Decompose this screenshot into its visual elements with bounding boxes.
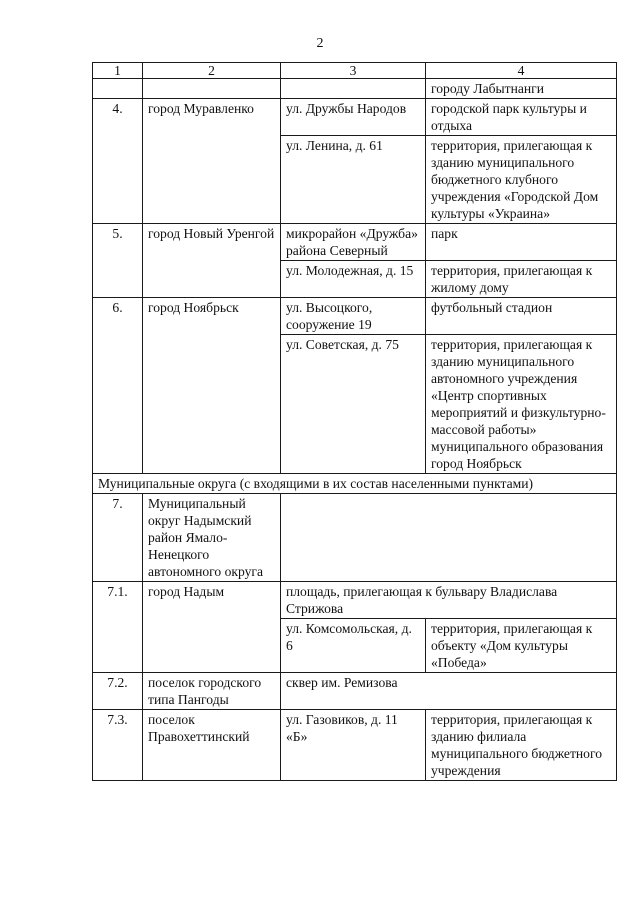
cell-number: 7.3. <box>93 710 143 781</box>
table-row <box>93 494 617 582</box>
cell-number: 5. <box>93 224 143 298</box>
cell-address: площадь, прилегающая к бульвару Владислава Стрижова <box>281 582 617 619</box>
cell-address: ул. Дружбы Народов <box>281 99 426 136</box>
cell-settlement: город Ноябрьск <box>143 298 281 474</box>
cell-number: 4. <box>93 99 143 224</box>
table-row <box>93 673 617 710</box>
cell-empty <box>93 79 143 99</box>
cell-address: ул. Советская, д. 75 <box>281 335 426 474</box>
header-cell: 4 <box>426 63 617 79</box>
cell-address: сквер им. Ремизова <box>281 673 617 710</box>
cell-empty <box>143 79 281 99</box>
table-row <box>93 710 617 781</box>
cell-place: футбольный стадион <box>426 298 617 335</box>
table-row <box>93 99 617 136</box>
cell-settlement: город Муравленко <box>143 99 281 224</box>
table-header-row <box>93 63 617 79</box>
cell-place: территория, прилегающая к зданию муниципального автономного учреждения «Центр спортивных мероприятий и физкультурно-массовой работы» муниципального образования город Ноябрьск <box>426 335 617 474</box>
cell-settlement: Муниципальный округ Надымский район Ямало-Ненецкого автономного округа <box>143 494 281 582</box>
cell-address: ул. Высоцкого, сооружение 19 <box>281 298 426 335</box>
cell-place: территория, прилегающая к зданию филиала муниципального бюджетного учреждения <box>426 710 617 781</box>
table-row <box>93 582 617 619</box>
cell-settlement: город Новый Уренгой <box>143 224 281 298</box>
cell-number: 7.2. <box>93 673 143 710</box>
cell-settlement: поселок городского типа Пангоды <box>143 673 281 710</box>
cell-place: парк <box>426 224 617 261</box>
cell-number: 7.1. <box>93 582 143 673</box>
table-row <box>93 298 617 335</box>
cell-place: территория, прилегающая к зданию муниципального бюджетного клубного учреждения «Городской Дом культуры «Украина» <box>426 136 617 224</box>
header-cell: 1 <box>93 63 143 79</box>
section-heading: Муниципальные округа (с входящими в их состав населенными пунктами) <box>93 474 617 494</box>
section-row <box>93 474 617 494</box>
table-row <box>93 224 617 261</box>
cell-place: территория, прилегающая к жилому дому <box>426 261 617 298</box>
cell-settlement: город Надым <box>143 582 281 673</box>
table-row <box>93 79 617 99</box>
cell-address: ул. Газовиков, д. 11 «Б» <box>281 710 426 781</box>
cell-address: ул. Ленина, д. 61 <box>281 136 426 224</box>
cell-place: территория, прилегающая к объекту «Дом культуры «Победа» <box>426 619 617 673</box>
header-cell: 3 <box>281 63 426 79</box>
cell-empty <box>281 494 617 582</box>
cell-address: ул. Молодежная, д. 15 <box>281 261 426 298</box>
header-cell: 2 <box>143 63 281 79</box>
cell-address: микрорайон «Дружба» района Северный <box>281 224 426 261</box>
cell-place: городу Лабытнанги <box>426 79 617 99</box>
cell-number: 7. <box>93 494 143 582</box>
cell-number: 6. <box>93 298 143 474</box>
page-number: 2 <box>316 36 324 51</box>
cell-settlement: поселок Правохеттинский <box>143 710 281 781</box>
cell-address: ул. Комсомольская, д. 6 <box>281 619 426 673</box>
cell-empty <box>281 79 426 99</box>
cell-place: городской парк культуры и отдыха <box>426 99 617 136</box>
places-table <box>92 62 617 781</box>
